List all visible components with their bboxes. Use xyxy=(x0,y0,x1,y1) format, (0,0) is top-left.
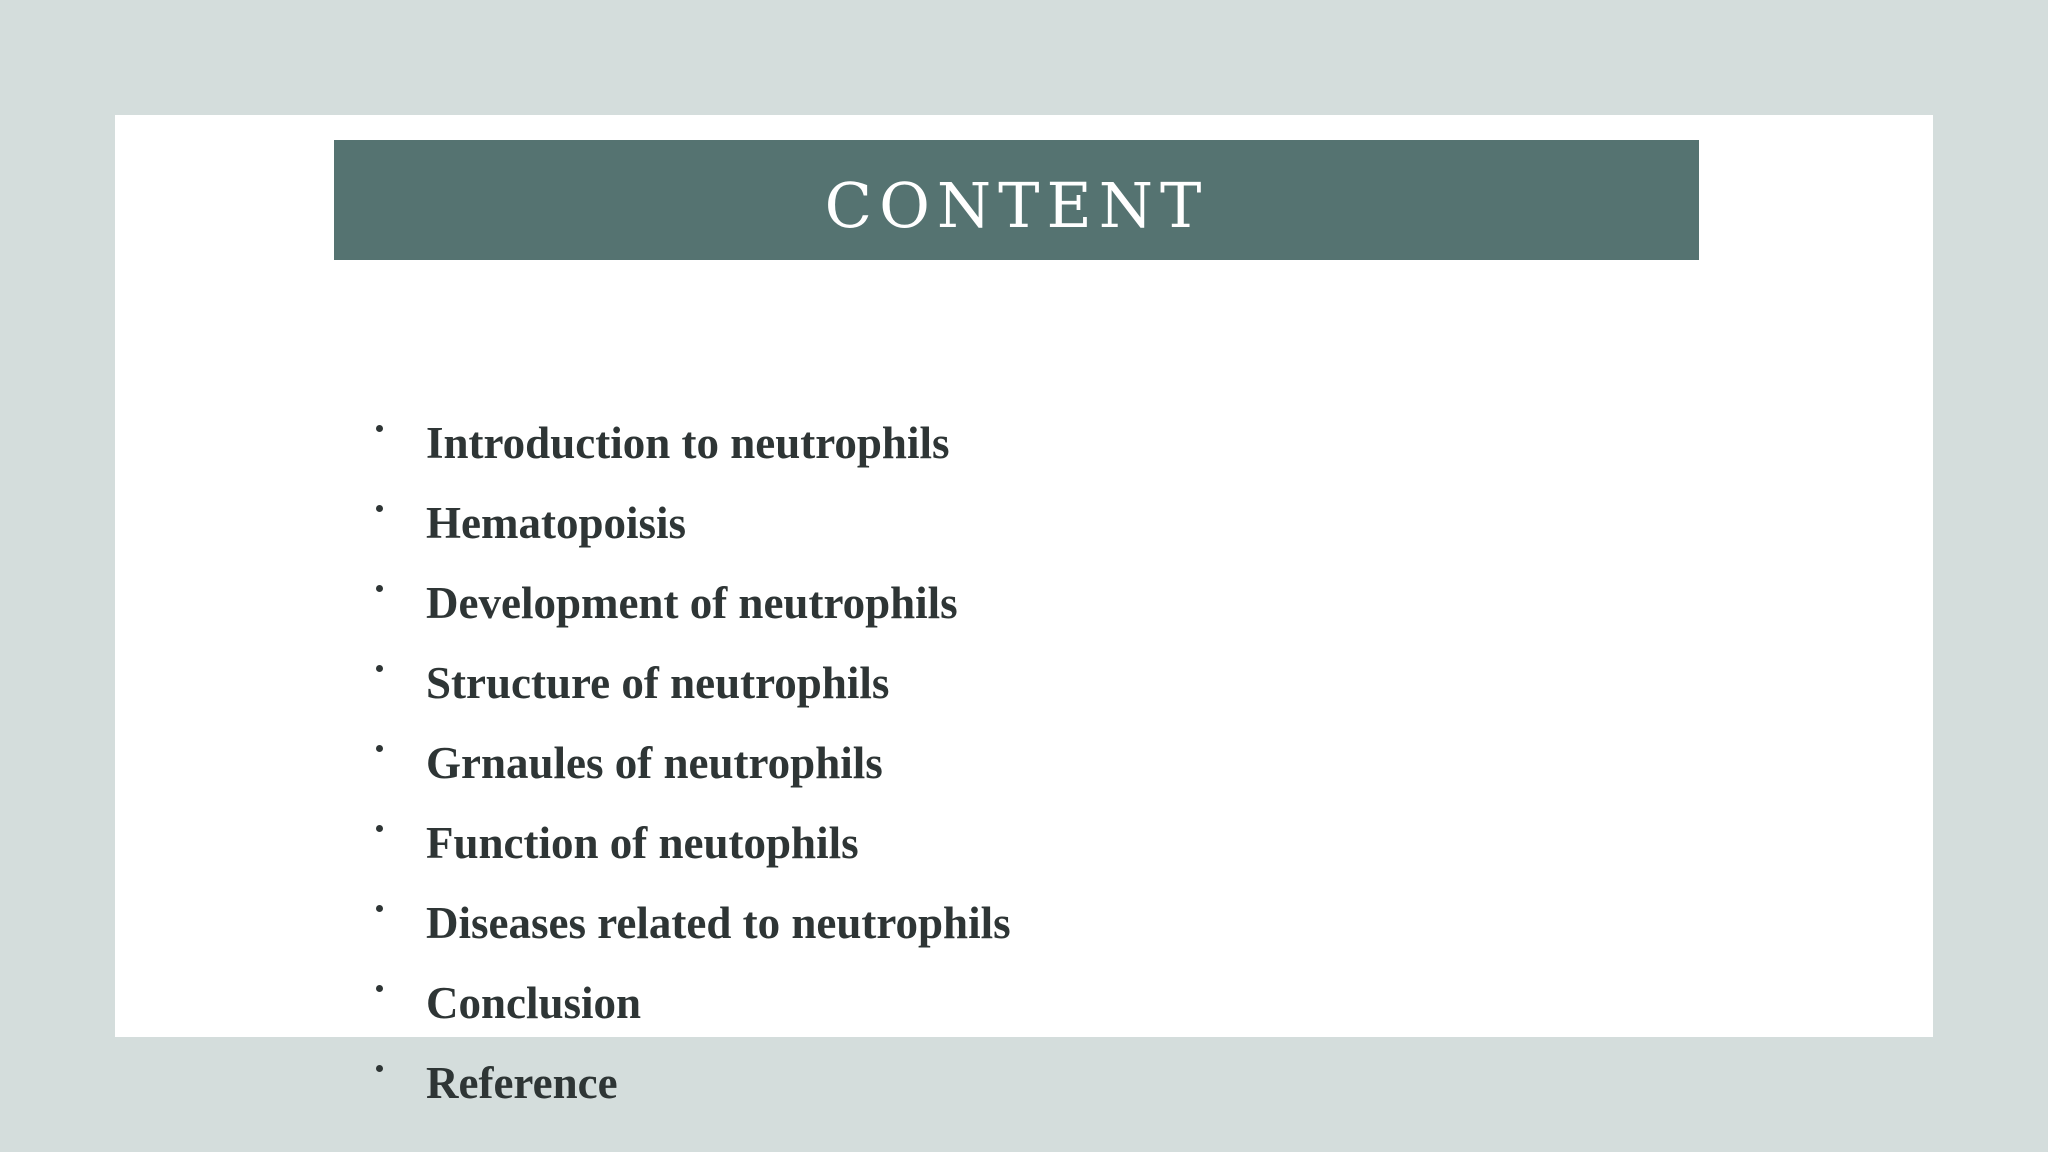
list-item-label: Grnaules of neutrophils xyxy=(426,738,883,788)
list-item xyxy=(368,403,1011,483)
list-item xyxy=(368,963,1011,1043)
bullet-icon xyxy=(368,643,396,723)
list-item xyxy=(368,643,1011,723)
slide-title: CONTENT xyxy=(824,168,1209,242)
list-item-label: Hematopoisis xyxy=(426,498,687,548)
title-banner xyxy=(334,140,1699,260)
list-item xyxy=(368,803,1011,883)
list-item xyxy=(368,563,1011,643)
list-item-label: Structure of neutrophils xyxy=(426,658,890,708)
list-item-label: Function of neutophils xyxy=(426,818,859,868)
list-item-label: Diseases related to neutrophils xyxy=(426,898,1011,948)
list-item-label: Reference xyxy=(426,1058,618,1108)
bullet-icon xyxy=(368,1043,396,1123)
list-item xyxy=(368,723,1011,803)
list-item-label: Conclusion xyxy=(426,978,642,1028)
bullet-icon xyxy=(368,403,396,483)
list-item-label: Introduction to neutrophils xyxy=(426,418,950,468)
bullet-icon xyxy=(368,723,396,803)
bullet-icon xyxy=(368,803,396,883)
slide xyxy=(115,115,1933,1108)
bullet-icon xyxy=(368,963,396,1043)
bullet-icon xyxy=(368,883,396,963)
list-item-label: Development of neutrophils xyxy=(426,578,958,628)
bullet-icon xyxy=(368,483,396,563)
content-list xyxy=(368,403,1011,1123)
list-item xyxy=(368,1043,1011,1123)
list-item xyxy=(368,483,1011,563)
list-item xyxy=(368,883,1011,963)
bullet-icon xyxy=(368,563,396,643)
